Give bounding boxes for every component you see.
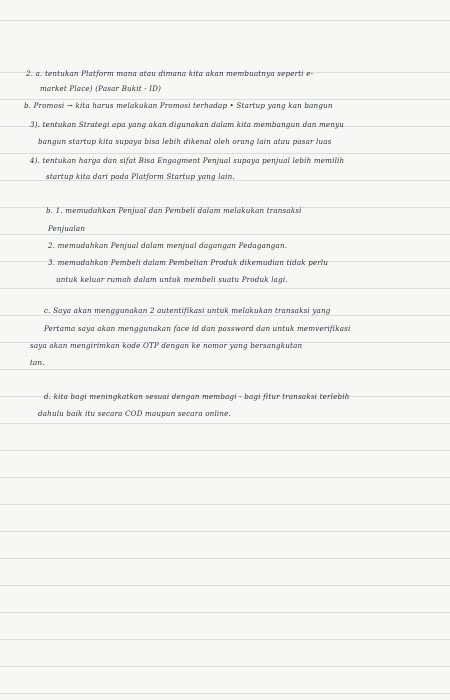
text-line-11: 3. memudahkan Pembeli dalam Pembelian Produk dikemudian tidak perlu	[48, 258, 329, 267]
text-line-5: bangun startup kita supaya bisa lebih dikenal oleh orang lain atau pasar luas	[38, 137, 332, 146]
text-line-13: c. Saya akan menggunakan 2 autentifikasi untuk melakukan transaksi yang	[44, 306, 331, 315]
text-line-7: startup kita dari pada Platform Startup yang lain.	[46, 172, 235, 181]
text-line-14: Pertama saya akan menggunakan face id dan password dan untuk memverifikasi	[44, 324, 351, 333]
text-line-18: dahulu baik itu secara COD maupun secara online.	[38, 409, 232, 418]
text-line-17: d. kita bagi meningkatkan sesuai dengan membagi - bagi fitur transaksi terlebih	[44, 392, 350, 401]
text-line-15: saya akan mengirimkan kode OTP dengan ke nomor yang bersangkutan	[30, 341, 303, 350]
text-line-2: market Place) (Pasar Bukit - ID)	[40, 84, 162, 93]
text-line-6: 4). tentukan harga dan sifat Bisa Engagment Penjual supaya penjual lebih memilih	[30, 156, 345, 165]
text-line-8: b. 1. memudahkan Penjual dan Pembeli dalam melakukan transaksi	[46, 206, 302, 215]
text-line-9: Penjualan	[48, 224, 86, 233]
text-line-10: 2. memudahkan Penjual dalam menjual dagangan Pedagangan.	[48, 241, 288, 250]
text-line-4: 3). tentukan Strategi apa yang akan digunakan dalam kita membangun dan menyu	[30, 120, 345, 129]
text-line-16: tan.	[30, 358, 45, 367]
text-line-1: 2. a. tentukan Platform mana atau dimana kita akan membuatnya seperti e-	[26, 69, 314, 78]
text-line-3: b. Promosi → kita harus melakukan Promosi terhadap • Startup yang kan bangun	[24, 101, 333, 110]
text-line-12: untuk keluar rumah dalam untuk membeli suatu Produk lagi.	[56, 275, 288, 284]
